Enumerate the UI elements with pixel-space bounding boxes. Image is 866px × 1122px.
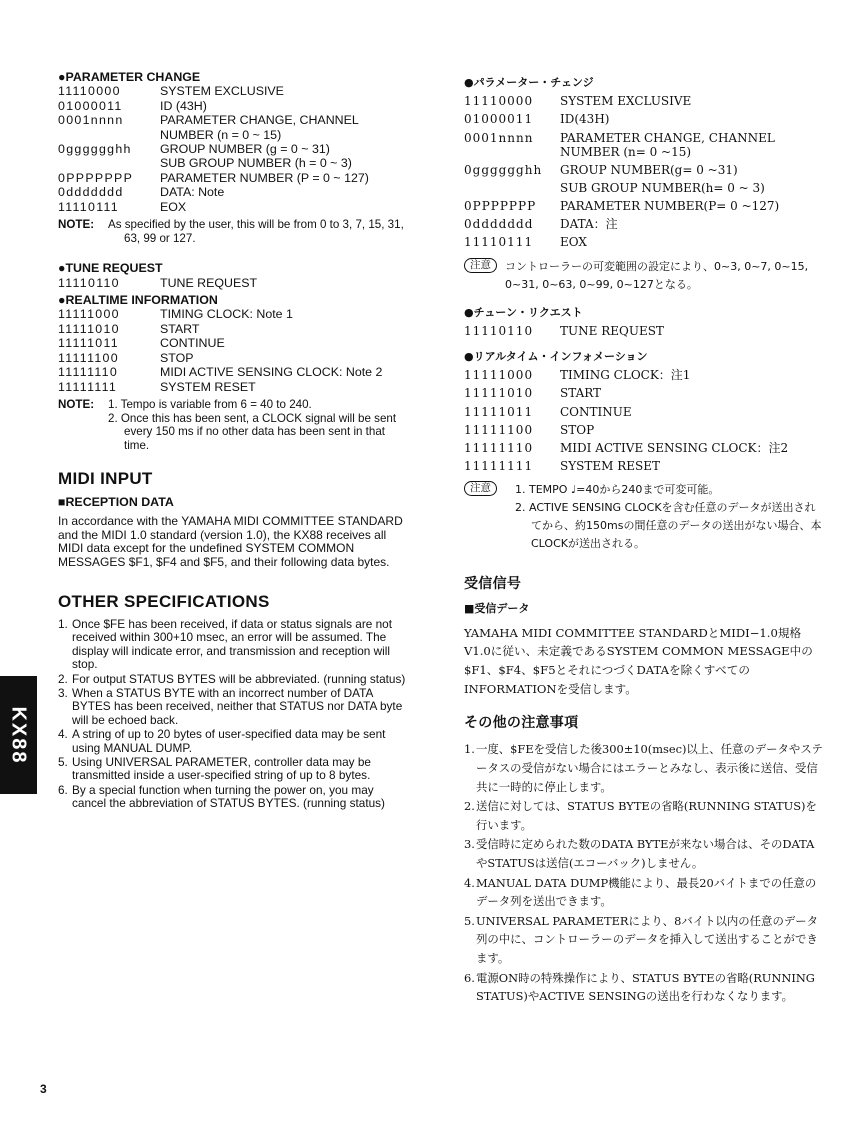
table-row: 11111111 SYSTEM RESET [464,459,661,474]
midi-input-title: MIDI INPUT [58,469,153,489]
table-row: 11111100 STOP [464,422,595,437]
param-change-table [58,84,408,214]
list-item: 2. 送信に対しては、STATUS BYTEの省略(RUNNING STATUS)を行います。 [464,799,817,832]
table-row: SUB GROUP NUMBER (h = 0 ~ 3) [160,156,352,171]
table-row: 11110111 EOX [58,199,187,214]
jp-param-change-heading: ●パラメーター・チェンジ [464,76,594,89]
jp-other-list [464,740,824,1005]
table-row: 0ddddddd DATA: Note [58,185,225,200]
table-row: 0ddddddd DATA：注 [464,217,618,232]
jp-param-change-table [464,92,824,251]
table-row: 01000011 ID(43H) [464,112,610,127]
side-tab: KX88 [0,676,37,794]
table-row: 0001nnnn PARAMETER CHANGE, CHANNEL NUMBER (n= 0 ~15) [464,130,775,159]
tune-request-heading: ●TUNE REQUEST [58,261,163,276]
list-item: 1. 一度、$FEを受信した後300±10(msec)以上、任意のデータやステータスの受信がない場合にはエラーとみなし、表示後に送信、受信共に一時的に停止します。 [464,742,823,794]
table-row: 0PPPPPPP PARAMETER NUMBER (P = 0 ~ 127) [58,170,369,185]
param-change-heading: ●PARAMETER CHANGE [58,70,201,84]
jp-realtime-note: 注意 1. TEMPO ♩=40から240まで可変可能。 2. ACTIVE SENSING CLOCKを含む任意のデータが送出されてから、約150msの間任意のデータの送出がない場合、本CLOCKが送出される。 [464,481,824,553]
list-item: 5. Using UNIVERSAL PARAMETER, controller data may be transmitted inside a user-specified string of up to 8 bytes. [58,754,371,783]
caution-badge: 注意 [464,481,497,496]
table-row: 0gggggghh GROUP NUMBER (g = 0 ~ 31) [58,142,330,157]
other-specs-list [58,618,408,811]
jp-tune-heading: ●チューン・リクエスト [464,305,583,319]
table-row: 11111000 TIMING CLOCK：注1 [464,368,691,383]
list-item: 1. Once $FE has been received, if data or status signals are not received within 300+10 msec, an error will be assumed. The display will indicate error, and transmission and reception will stop. [58,616,393,672]
jp-realtime-table [464,366,824,475]
list-item: 6. 電源ON時の特殊操作により、STATUS BYTEの省略(RUNNING STATUS)やACTIVE SENSINGの送出を行わなくなります。 [464,970,815,1004]
table-row: 11111110 MIDI ACTIVE SENSING CLOCK：注2 [464,441,789,456]
caution-badge: 注意 [464,258,497,273]
table-row: 11111111 SYSTEM RESET [58,379,256,394]
list-item: 3. 受信時に定められた数のDATA BYTEが来ない場合は、そのDATAやSTATUSは送信(エコーバック)しません。 [464,837,815,870]
table-row: 11111010 START [58,321,200,336]
list-item: 3. When a STATUS BYTE with an incorrect number of DATA BYTES has been received, neither that STATUS nor DATA byte will be echoed back. [58,685,403,727]
table-row: 11111010 START [464,386,602,401]
page-number: 3 [40,1082,47,1096]
realtime-heading: ●REALTIME INFORMATION [58,293,218,308]
other-specs-title: OTHER SPECIFICATIONS [58,592,270,612]
jp-other-title: その他の注意事項 [464,715,579,732]
list-item: 4. MANUAL DATA DUMP機能により、最長20バイトまでの任意のデータ列を送出できます。 [464,875,817,909]
jp-param-change-note: 注意 コントローラーの可変範囲の設定により、0~3, 0~7, 0~15, 0~31, 0~63, 0~99, 0~127となる。 [464,258,824,294]
english-column [58,70,408,812]
table-row: 11111110 MIDI ACTIVE SENSING CLOCK: Note 2 [58,365,383,380]
jp-realtime-heading: ●リアルタイム・インフォメーション [464,350,648,364]
list-item: 6. By a special function when turning the power on, you may cancel the abbreviation of STATUS BYTES. (running status) [58,782,385,811]
jp-midi-input-title: 受信信号 [464,576,522,593]
list-item: 5. UNIVERSAL PARAMETERにより、8バイト以内の任意のデータ列の中に、コントローラーのデータを挿入して送出することができます。 [464,913,819,965]
realtime-note: NOTE: 1. Tempo is variable from 6 = 40 to 240. 2. Once this has been sent, a CLOCK signal will be sent every 150 ms if no other data has been sent in that time. [58,397,397,452]
reception-data-text: In accordance with the YAMAHA MIDI COMMITTEE STANDARD and the MIDI 1.0 standard (version 1.0), the KX88 receives all MIDI data except for the undefined SYSTEM COMMON MESSAGES $F1, $F4 and $F5, and their following data bytes. [58,514,403,569]
list-item: 2. For output STATUS BYTES will be abbreviated. (running status) [58,671,406,686]
table-row: 11110000 SYSTEM EXCLUSIVE [58,84,284,99]
table-row: 0gggggghh GROUP NUMBER(g= 0 ~31) [464,162,738,177]
jp-reception-text: YAMAHA MIDI COMMITTEE STANDARDとMIDI−1.0規格V1.0に従い、未定義であるSYSTEM COMMON MESSAGE中の$F1、$F4、$F5とそれにつづくDATAを除くすべてのINFORMATIONを受信します。 [464,625,813,696]
table-row: 01000011 ID (43H) [58,98,207,113]
table-row: 11110111 EOX [464,235,587,250]
table-row: 0PPPPPPP PARAMETER NUMBER(P= 0 ~127) [464,199,780,214]
param-change-note: NOTE: As specified by the user, this will be from 0 to 3, 7, 15, 31, 63, 99 or 127. [58,218,404,245]
table-row: 11110000 SYSTEM EXCLUSIVE [464,94,692,109]
table-row: 0001nnnn PARAMETER CHANGE, CHANNEL NUMBER (n = 0 ~ 15) [58,113,359,142]
jp-reception-heading: ■受信データ [464,601,530,615]
list-item: 4. A string of up to 20 bytes of user-specified data may be sent using MANUAL DUMP. [58,727,386,755]
japanese-column [464,74,824,1007]
table-row: 11111011 CONTINUE [464,404,632,419]
table-row: 11111100 STOP [58,350,194,365]
table-row: SUB GROUP NUMBER(h= 0 ~ 3) [560,180,765,195]
table-row: 11111000 TIMING CLOCK: Note 1 [58,307,293,322]
table-row: 11110110 TUNE REQUEST [464,323,664,338]
reception-data-heading: ■RECEPTION DATA [58,494,174,509]
table-row: 11110110 TUNE REQUEST [58,275,258,290]
table-row: 11111011 CONTINUE [58,336,225,351]
realtime-table [58,307,408,393]
